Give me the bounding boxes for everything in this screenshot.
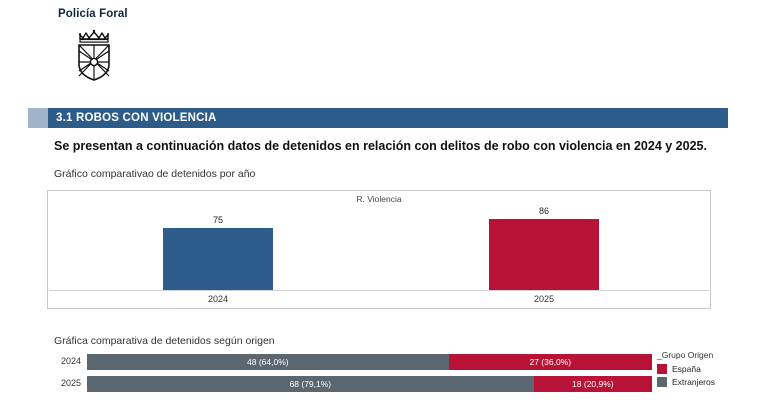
chart1-tick-0: 2024 (207, 294, 229, 304)
chart2-row-2025 (47, 376, 652, 392)
navarre-coat-of-arms-icon (70, 26, 118, 82)
chart1-bar-1[interactable] (489, 219, 599, 290)
chart1-bar-value-1: 86 (538, 206, 549, 216)
legend-title: _Grupo Origen (657, 350, 714, 360)
chart1-caption: Gráfico comparativao de detenidos por año (54, 168, 256, 180)
chart1-title: R. Violencia (356, 194, 402, 204)
chart1-tick-1: 2025 (533, 294, 555, 304)
intro-paragraph: Se presentan a continuación datos de detenidos en relación con delitos de robo con violencia en 2024 y 2025. (54, 139, 707, 153)
chart2-row-2024 (47, 354, 652, 370)
section-title: 3.1 ROBOS CON VIOLENCIA (56, 112, 217, 124)
legend-item-espana[interactable] (657, 364, 753, 374)
chart1-axis-labels (48, 291, 710, 309)
chart2-segment-label-extranjeros-2025: 68 (79,1%) (289, 379, 332, 389)
section-header-bar (28, 108, 728, 128)
page-header (0, 0, 757, 96)
chart2-track-0 (87, 354, 652, 370)
chart2-segment-extranjeros-2025[interactable] (87, 376, 534, 392)
chart1-bar-group-1 (489, 207, 599, 290)
chart2-row-label-1: 2025 (60, 378, 81, 388)
legend-label-espana: España (672, 364, 701, 374)
chart2-segment-label-espana-2025: 18 (20,9%) (572, 379, 614, 389)
chart2-legend (657, 350, 753, 390)
chart2-segment-espana-2024[interactable] (449, 354, 652, 370)
legend-label-extranjeros: Extranjeros (672, 377, 715, 387)
brand-title: Policía Foral (58, 8, 128, 20)
chart2-segment-extranjeros-2024[interactable] (87, 354, 449, 370)
chart1-bar-0[interactable] (163, 228, 273, 290)
chart2-segment-label-espana-2024: 27 (36,0%) (529, 357, 572, 367)
chart1-bar-group-0 (163, 207, 273, 290)
legend-swatch-espana (657, 364, 667, 374)
legend-item-extranjeros[interactable] (657, 377, 753, 387)
chart1-plot-area (48, 207, 710, 290)
chart2-track-1 (87, 376, 652, 392)
chart1-bar-value-0: 75 (212, 215, 223, 225)
chart1-container (47, 190, 711, 309)
chart2-container (47, 354, 652, 402)
chart2-segment-label-extranjeros-2024: 48 (64,0%) (247, 357, 289, 367)
section-bar-tick (28, 108, 48, 128)
chart2-segment-espana-2025[interactable] (534, 376, 652, 392)
legend-swatch-extranjeros (657, 377, 667, 387)
chart2-row-label-0: 2024 (60, 356, 81, 366)
chart2-caption: Gráfica comparativa de detenidos según origen (54, 335, 275, 347)
